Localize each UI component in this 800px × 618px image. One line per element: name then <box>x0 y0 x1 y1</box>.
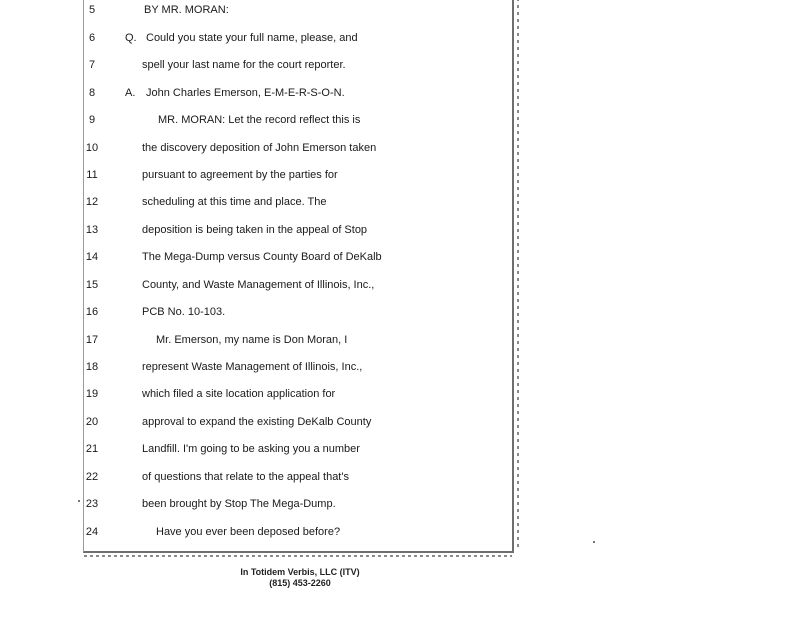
transcript-line-14 <box>0 251 520 278</box>
footer-phone: (815) 453-2260 <box>269 578 331 588</box>
line-number: 12 <box>85 196 99 208</box>
transcript-line-6 <box>0 32 520 59</box>
transcript-line-21 <box>0 443 520 470</box>
transcript-line-13 <box>0 224 520 251</box>
line-text: pursuant to agreement by the parties for <box>142 169 338 181</box>
transcript-line-18 <box>0 361 520 388</box>
line-text: County, and Waste Management of Illinois, Inc., <box>142 279 375 291</box>
line-number: 18 <box>85 361 99 373</box>
transcript-line-22 <box>0 471 520 498</box>
line-number: 6 <box>88 32 96 44</box>
line-number: 13 <box>85 224 99 236</box>
question-marker: Q. <box>125 32 137 44</box>
transcript-line-20 <box>0 416 520 443</box>
line-content: John Charles Emerson, E-M-E-R-S-O-N. <box>146 87 345 99</box>
line-number: 5 <box>88 4 96 16</box>
line-number: 19 <box>85 388 99 400</box>
transcript-line-19 <box>0 388 520 415</box>
line-text: of questions that relate to the appeal that's <box>142 471 349 483</box>
line-number: 22 <box>85 471 99 483</box>
line-number: 8 <box>88 87 96 99</box>
line-number: 11 <box>86 169 98 181</box>
line-text: scheduling at this time and place. The <box>142 196 327 208</box>
line-number: 17 <box>85 334 99 346</box>
transcript-line-5 <box>0 4 520 31</box>
transcript-line-12 <box>0 196 520 223</box>
footer-company: In Totidem Verbis, LLC (ITV) <box>240 567 360 577</box>
line-text: PCB No. 10-103. <box>142 306 226 318</box>
line-text: BY MR. MORAN: <box>144 4 229 16</box>
transcript-line-8 <box>0 87 520 114</box>
line-number: 24 <box>85 526 99 538</box>
line-text: deposition is being taken in the appeal of Stop <box>142 224 368 236</box>
transcript-line-7 <box>0 59 520 86</box>
line-text <box>125 32 358 44</box>
line-text <box>125 87 345 99</box>
line-text: MR. MORAN: Let the record reflect this is <box>158 114 361 126</box>
scan-speck <box>593 541 595 543</box>
line-text: approval to expand the existing DeKalb County <box>142 416 372 428</box>
line-number: 21 <box>85 443 99 455</box>
transcript-line-15 <box>0 279 520 306</box>
line-number: 20 <box>85 416 99 428</box>
answer-marker: A. <box>125 87 136 99</box>
scan-speck <box>78 500 80 502</box>
line-number: 23 <box>85 498 99 510</box>
line-text: represent Waste Management of Illinois, Inc., <box>142 361 363 373</box>
transcript-line-11 <box>0 169 520 196</box>
line-text: been brought by Stop The Mega-Dump. <box>142 498 336 510</box>
line-number: 10 <box>85 142 99 154</box>
line-number: 7 <box>88 59 96 71</box>
transcript-line-24 <box>0 526 520 553</box>
line-text: Have you ever been deposed before? <box>156 526 341 538</box>
line-text: The Mega-Dump versus County Board of DeKalb <box>142 251 382 263</box>
line-text: the discovery deposition of John Emerson taken <box>142 142 377 154</box>
transcript-line-23 <box>0 498 520 525</box>
line-text: which filed a site location application for <box>142 388 336 400</box>
transcript-line-10 <box>0 142 520 169</box>
line-text: Mr. Emerson, my name is Don Moran, I <box>156 334 348 346</box>
transcript-line-9 <box>0 114 520 141</box>
line-number: 14 <box>85 251 99 263</box>
line-number: 9 <box>88 114 96 126</box>
line-content: Could you state your full name, please, and <box>146 32 358 44</box>
transcript-line-16 <box>0 306 520 333</box>
line-number: 15 <box>85 279 99 291</box>
line-text: Landfill. I'm going to be asking you a number <box>142 443 360 455</box>
line-number: 16 <box>85 306 99 318</box>
line-text: spell your last name for the court reporter. <box>142 59 346 71</box>
transcript-line-17 <box>0 334 520 361</box>
